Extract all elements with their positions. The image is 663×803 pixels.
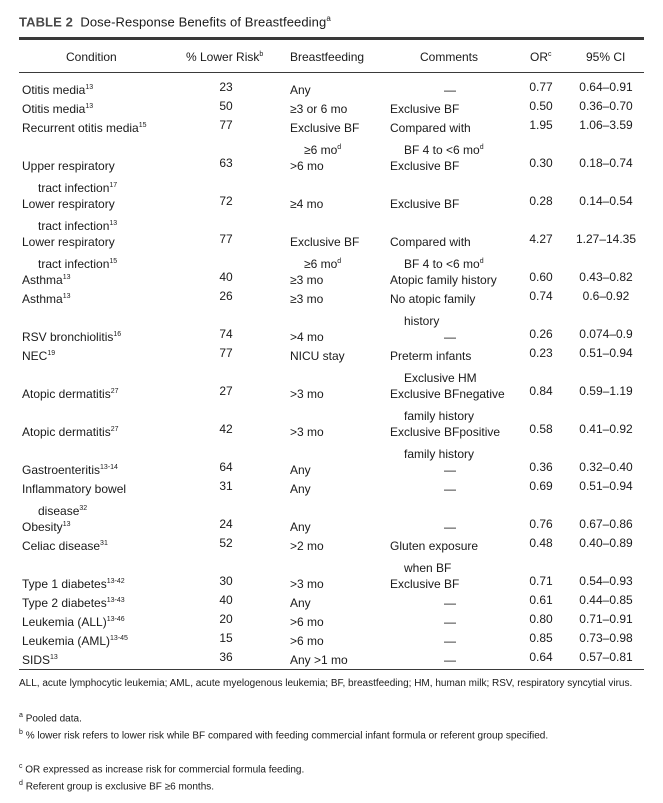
footnote-a: $^a$ Pooled data. xyxy=(19,712,82,725)
comments-cell: Exclusive BF xyxy=(390,197,460,211)
table-label: TABLE 2 xyxy=(19,14,73,30)
lower-risk-cell: 77 xyxy=(219,346,233,360)
odds-ratio-cell: 0.80 xyxy=(529,612,553,626)
confidence-interval-cell: 0.59–1.19 xyxy=(579,384,633,398)
odds-ratio-cell: 0.74 xyxy=(529,289,553,303)
condition-cell: RSV bronchiolitis$^{16}$ xyxy=(22,330,122,344)
condition-cell: Lower respiratory tract infection$^{15}$ xyxy=(22,235,118,271)
confidence-interval-cell: 0.6–0.92 xyxy=(582,289,630,303)
title-rule xyxy=(19,37,644,40)
comments-cell: No atopic family history xyxy=(390,292,476,328)
confidence-interval-cell: 0.18–0.74 xyxy=(579,156,633,170)
comments-cell: Exclusive BF xyxy=(390,159,460,173)
odds-ratio-cell: 0.64 xyxy=(529,650,553,664)
breastfeeding-cell: ≥3 mo xyxy=(290,273,324,287)
condition-cell: NEC$^{19}$ xyxy=(22,349,56,363)
odds-ratio-cell: 0.28 xyxy=(529,194,553,208)
lower-risk-cell: 40 xyxy=(219,593,233,607)
lower-risk-cell: 63 xyxy=(219,156,233,170)
condition-cell: SIDS$^{13}$ xyxy=(22,653,58,667)
confidence-interval-cell: 0.51–0.94 xyxy=(579,479,633,493)
lower-risk-cell: 31 xyxy=(219,479,233,493)
comments-cell: — xyxy=(444,520,456,534)
condition-cell: Gastroenteritis$^{13-14}$ xyxy=(22,463,118,477)
breastfeeding-cell: >3 mo xyxy=(290,577,324,591)
lower-risk-cell: 27 xyxy=(219,384,233,398)
lower-risk-cell: 30 xyxy=(219,574,233,588)
comments-cell: Compared with BF 4 to <6 $mo^d$ xyxy=(390,121,484,157)
breastfeeding-cell: Any xyxy=(290,463,311,477)
confidence-interval-cell: 0.44–0.85 xyxy=(579,593,633,607)
odds-ratio-cell: 0.77 xyxy=(529,80,553,94)
odds-ratio-cell: 0.50 xyxy=(529,99,553,113)
comments-cell: — xyxy=(444,83,456,97)
confidence-interval-cell: 0.36–0.70 xyxy=(579,99,633,113)
header-rule xyxy=(19,72,644,73)
odds-ratio-cell: 0.30 xyxy=(529,156,553,170)
lower-risk-cell: 24 xyxy=(219,517,233,531)
odds-ratio-cell: 0.26 xyxy=(529,327,553,341)
footnote-abbreviations: ALL, acute lymphocytic leukemia; AML, acute myelogenous leukemia; BF, breastfeeding; HM, human milk; RSV, respiratory syncytial virus. xyxy=(19,678,633,689)
breastfeeding-cell: ≥3 mo xyxy=(290,292,324,306)
confidence-interval-cell: 0.51–0.94 xyxy=(579,346,633,360)
confidence-interval-cell: 0.64–0.91 xyxy=(579,80,633,94)
odds-ratio-cell: 0.48 xyxy=(529,536,553,550)
confidence-interval-cell: 0.32–0.40 xyxy=(579,460,633,474)
comments-cell: — xyxy=(444,463,456,477)
comments-cell: — xyxy=(444,615,456,629)
breastfeeding-cell: NICU stay xyxy=(290,349,345,363)
header-ci: 95% CI xyxy=(586,50,626,64)
condition-cell: Otitis media$^{13}$ xyxy=(22,83,94,97)
breastfeeding-cell: >3 mo xyxy=(290,387,324,401)
condition-cell: Leukemia (ALL)$^{13-46}$ xyxy=(22,615,125,629)
condition-cell: Upper respiratory tract infection$^{17}$ xyxy=(22,159,118,195)
confidence-interval-cell: 0.40–0.89 xyxy=(579,536,633,550)
lower-risk-cell: 77 xyxy=(219,118,233,132)
confidence-interval-cell: 0.14–0.54 xyxy=(579,194,633,208)
confidence-interval-cell: 0.71–0.91 xyxy=(579,612,633,626)
breastfeeding-cell: >2 mo xyxy=(290,539,324,553)
breastfeeding-cell: >6 mo xyxy=(290,634,324,648)
condition-cell: Lower respiratory tract infection$^{13}$ xyxy=(22,197,118,233)
confidence-interval-cell: 0.57–0.81 xyxy=(579,650,633,664)
confidence-interval-cell: 0.074–0.9 xyxy=(579,327,633,341)
condition-cell: Asthma$^{13}$ xyxy=(22,292,71,306)
lower-risk-cell: 15 xyxy=(219,631,233,645)
odds-ratio-cell: 0.69 xyxy=(529,479,553,493)
breastfeeding-cell: Any xyxy=(290,83,311,97)
breastfeeding-cell: Any xyxy=(290,482,311,496)
confidence-interval-cell: 0.41–0.92 xyxy=(579,422,633,436)
condition-cell: Obesity$^{13}$ xyxy=(22,520,71,534)
condition-cell: Asthma$^{13}$ xyxy=(22,273,71,287)
lower-risk-cell: 77 xyxy=(219,232,233,246)
breastfeeding-cell: Exclusive BF ≥6 $mo^d$ xyxy=(290,235,360,271)
header-condition: Condition xyxy=(66,50,117,64)
condition-cell: Type 2 diabetes$^{13-43}$ xyxy=(22,596,125,610)
condition-cell: Inflammatory bowel disease$^{32}$ xyxy=(22,482,127,518)
breastfeeding-cell: Any >1 mo xyxy=(290,653,348,667)
odds-ratio-cell: 0.36 xyxy=(529,460,553,474)
confidence-interval-cell: 0.54–0.93 xyxy=(579,574,633,588)
breastfeeding-cell: >6 mo xyxy=(290,615,324,629)
odds-ratio-cell: 1.95 xyxy=(529,118,553,132)
lower-risk-cell: 36 xyxy=(219,650,233,664)
condition-cell: Otitis media$^{13}$ xyxy=(22,102,94,116)
breastfeeding-cell: >3 mo xyxy=(290,425,324,439)
comments-cell: Gluten exposure when BF xyxy=(390,539,479,575)
lower-risk-cell: 72 xyxy=(219,194,233,208)
odds-ratio-cell: 0.71 xyxy=(529,574,553,588)
footnote-b: $^b$ % lower risk refers to lower risk while BF compared with feeding commercial infant formula or referent group specified. xyxy=(19,729,549,742)
lower-risk-cell: 50 xyxy=(219,99,233,113)
confidence-interval-cell: 1.06–3.59 xyxy=(579,118,633,132)
table-bottom-rule xyxy=(19,669,644,670)
lower-risk-cell: 74 xyxy=(219,327,233,341)
condition-cell: Type 1 diabetes$^{13-42}$ xyxy=(22,577,125,591)
condition-cell: Leukemia (AML)$^{13-45}$ xyxy=(22,634,128,648)
comments-cell: Exclusive BF xyxy=(390,102,460,116)
confidence-interval-cell: 0.67–0.86 xyxy=(579,517,633,531)
breastfeeding-cell: >6 mo xyxy=(290,159,324,173)
odds-ratio-cell: 0.61 xyxy=(529,593,553,607)
comments-cell: Exclusive BFpositive family history xyxy=(390,425,501,461)
condition-cell: Recurrent otitis media$^{15}$ xyxy=(22,121,147,135)
odds-ratio-cell: 4.27 xyxy=(529,232,553,246)
lower-risk-cell: 20 xyxy=(219,612,233,626)
breastfeeding-cell: >4 mo xyxy=(290,330,324,344)
confidence-interval-cell: 0.73–0.98 xyxy=(579,631,633,645)
lower-risk-cell: 64 xyxy=(219,460,233,474)
comments-cell: Exclusive BFnegative family history xyxy=(390,387,505,423)
odds-ratio-cell: 0.84 xyxy=(529,384,553,398)
comments-cell: Compared with BF 4 to <6 $mo^d$ xyxy=(390,235,484,271)
comments-cell: — xyxy=(444,330,456,344)
header-breastfeeding: Breastfeeding xyxy=(290,50,365,64)
condition-cell: Celiac disease$^{31}$ xyxy=(22,539,108,553)
condition-cell: Atopic dermatitis$^{27}$ xyxy=(22,425,119,439)
breastfeeding-cell: Any xyxy=(290,520,311,534)
comments-cell: Exclusive BF xyxy=(390,577,460,591)
table-title-text: Dose-Response Benefits of Breastfeeding xyxy=(80,14,327,30)
header-or: $OR^c$ xyxy=(530,50,552,64)
footnote-c: $^c$ OR expressed as increase risk for commercial formula feeding. xyxy=(19,763,305,776)
table-title xyxy=(19,14,331,29)
lower-risk-cell: 26 xyxy=(219,289,233,303)
odds-ratio-cell: 0.23 xyxy=(529,346,553,360)
odds-ratio-cell: 0.85 xyxy=(529,631,553,645)
lower-risk-cell: 23 xyxy=(219,80,233,94)
comments-cell: Preterm infants Exclusive HM xyxy=(390,349,477,385)
breastfeeding-cell: ≥4 mo xyxy=(290,197,324,211)
condition-cell: Atopic dermatitis$^{27}$ xyxy=(22,387,119,401)
odds-ratio-cell: 0.60 xyxy=(529,270,553,284)
breastfeeding-cell: Exclusive BF ≥6 $mo^d$ xyxy=(290,121,360,157)
comments-cell: Atopic family history xyxy=(390,273,497,287)
comments-cell: — xyxy=(444,634,456,648)
footnote-d: $^d$ Referent group is exclusive BF ≥6 months. xyxy=(19,780,215,793)
comments-cell: — xyxy=(444,596,456,610)
breastfeeding-cell: ≥3 or 6 mo xyxy=(290,102,348,116)
breastfeeding-cell: Any xyxy=(290,596,311,610)
header-comments: Comments xyxy=(420,50,479,64)
lower-risk-cell: 42 xyxy=(219,422,233,436)
comments-cell: — xyxy=(444,482,456,496)
comments-cell: — xyxy=(444,653,456,667)
odds-ratio-cell: 0.58 xyxy=(529,422,553,436)
title-footnote-mark: a xyxy=(326,14,331,23)
confidence-interval-cell: 0.43–0.82 xyxy=(579,270,633,284)
lower-risk-cell: 40 xyxy=(219,270,233,284)
header-lower-risk: % Lower Risk$^b$ xyxy=(186,50,264,64)
odds-ratio-cell: 0.76 xyxy=(529,517,553,531)
confidence-interval-cell: 1.27–14.35 xyxy=(575,232,637,246)
lower-risk-cell: 52 xyxy=(219,536,233,550)
